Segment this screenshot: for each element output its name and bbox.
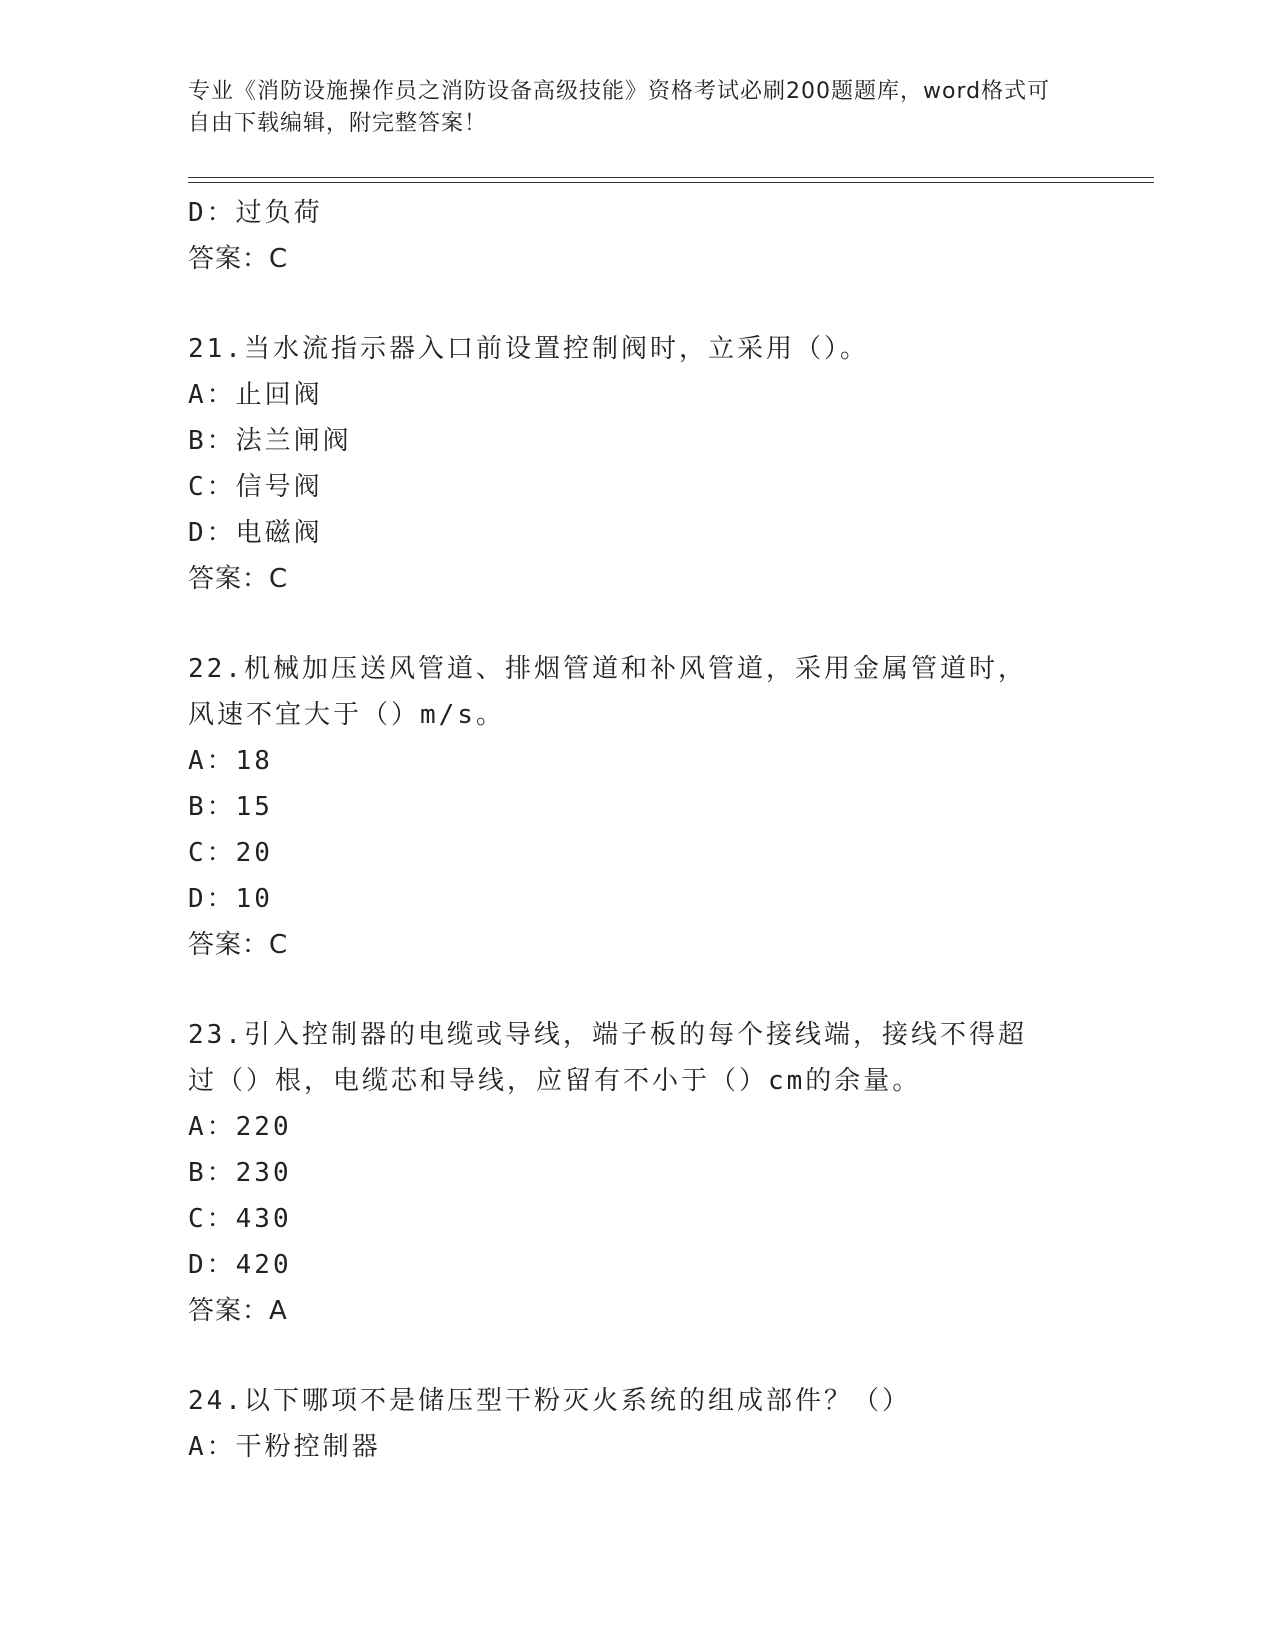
answer-line: 答案：C xyxy=(188,244,289,274)
option-d: D：过负荷 xyxy=(188,198,323,228)
question-list xyxy=(188,190,1088,1470)
option-b: B：230 xyxy=(188,1158,292,1188)
option-a: A：止回阀 xyxy=(188,380,323,410)
question-stem-21: 21.当水流指示器入口前设置控制阀时，立采用（）。 xyxy=(188,334,869,364)
option-c: C：430 xyxy=(188,1204,292,1234)
question-stem-24: 24.以下哪项不是储压型干粉灭火系统的组成部件？（） xyxy=(188,1386,911,1416)
option-a: A：220 xyxy=(188,1112,292,1142)
option-b: B：法兰闸阀 xyxy=(188,426,352,456)
option-a: A：18 xyxy=(188,746,273,776)
option-c: C：信号阀 xyxy=(188,472,323,502)
answer-line: 答案：A xyxy=(188,1296,288,1326)
option-a: A：干粉控制器 xyxy=(188,1432,381,1462)
answer-line: 答案：C xyxy=(188,564,289,594)
option-c: C：20 xyxy=(188,838,273,868)
option-d: D：10 xyxy=(188,884,273,914)
header-divider-top xyxy=(188,177,1154,178)
question-stem-23: 23.引入控制器的电缆或导线，端子板的每个接线端，接线不得超过（）根，电缆芯和导线，应留有不小于（）cm的余量。 xyxy=(188,1020,1027,1096)
question-stem-22: 22.机械加压送风管道、排烟管道和补风管道，采用金属管道时，风速不宜大于（）m/s。 xyxy=(188,654,1027,730)
option-d: D：420 xyxy=(188,1250,292,1280)
option-b: B：15 xyxy=(188,792,273,822)
document-header: 专业《消防设施操作员之消防设备高级技能》资格考试必刷200题题库，word格式可自由下载编辑，附完整答案！ xyxy=(188,79,1051,136)
answer-line: 答案：C xyxy=(188,930,289,960)
header-divider-bottom xyxy=(188,182,1154,183)
option-d: D：电磁阀 xyxy=(188,518,323,548)
